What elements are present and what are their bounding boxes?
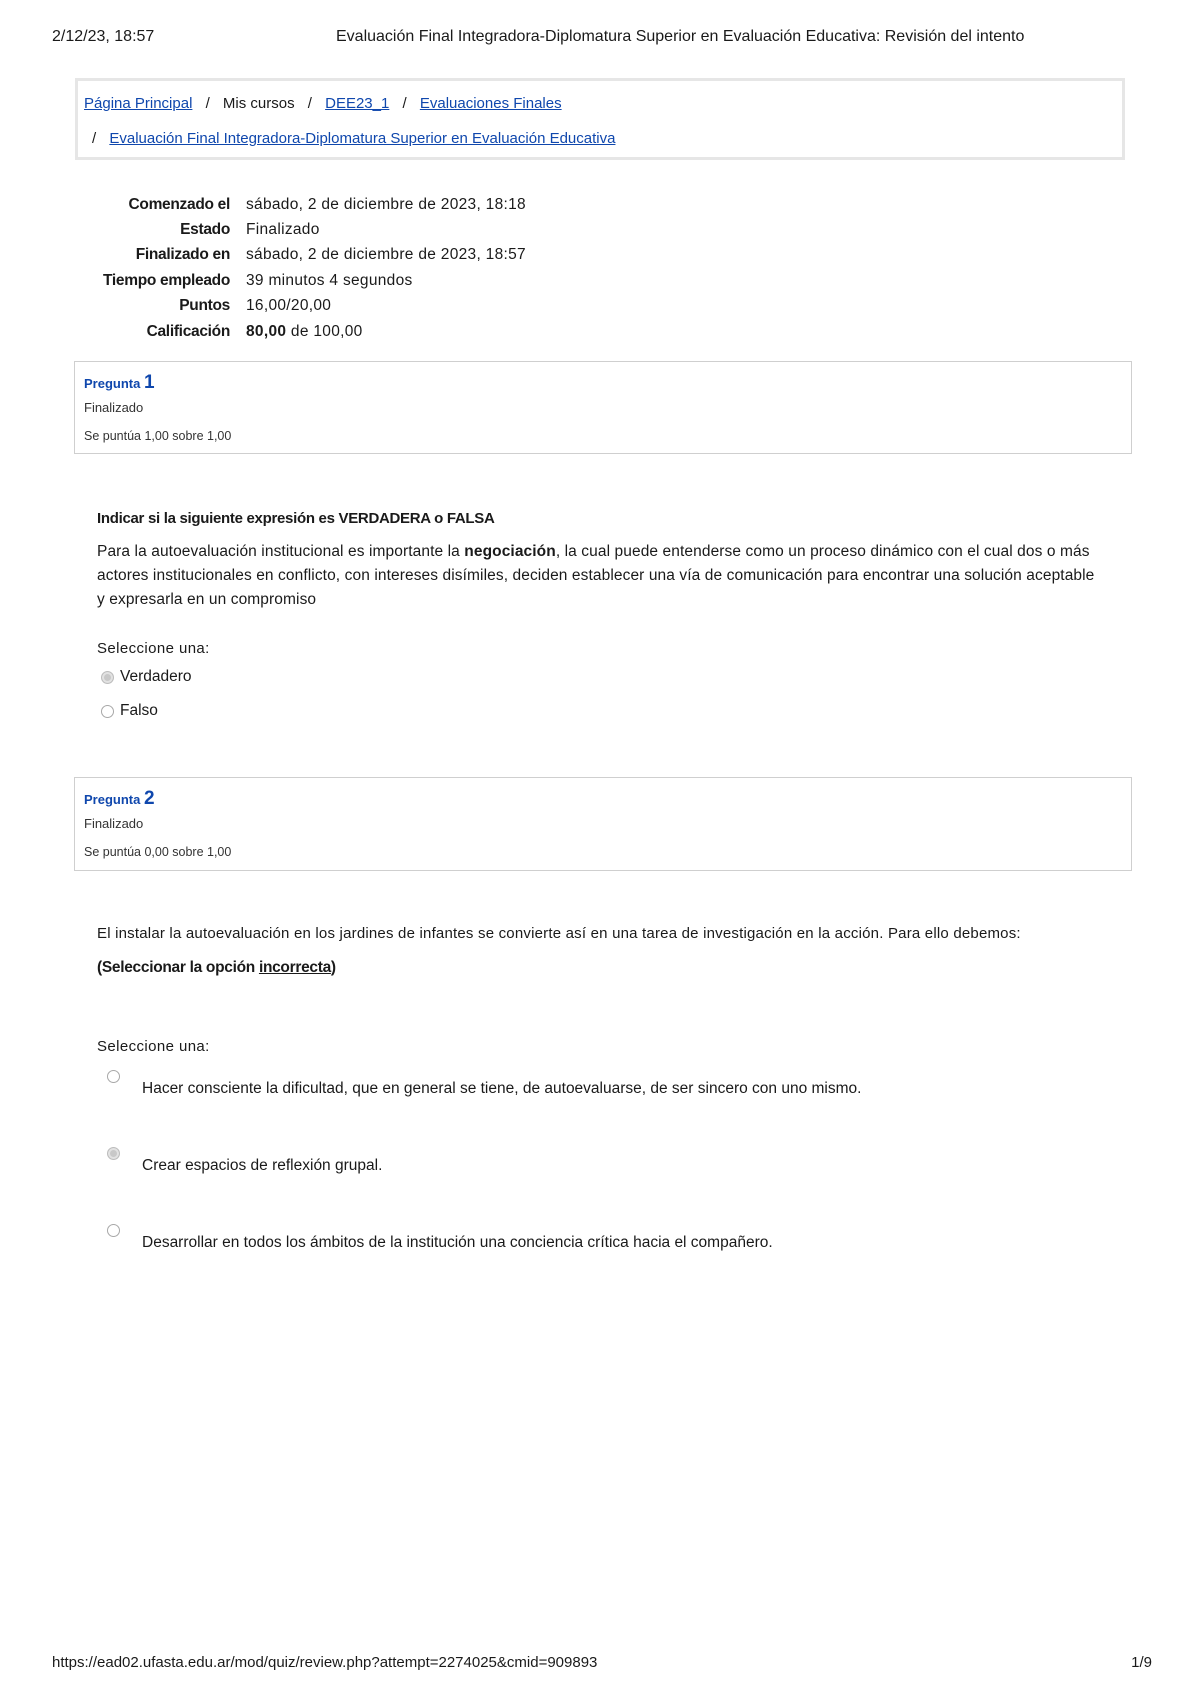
summary-value: 39 minutos 4 segundos xyxy=(246,271,413,289)
answer-option-label: Falso xyxy=(120,702,158,719)
breadcrumb xyxy=(75,78,1125,160)
summary-label: Estado xyxy=(180,221,230,239)
question-grade: Se puntúa 1,00 sobre 1,00 xyxy=(84,429,232,443)
breadcrumb-course-link[interactable]: DEE23_1 xyxy=(325,95,390,112)
radio-button[interactable] xyxy=(107,1224,120,1237)
answer-option-2[interactable] xyxy=(107,1147,382,1175)
summary-label: Finalizado en xyxy=(135,246,230,264)
print-url: https://ead02.ufasta.edu.ar/mod/quiz/review.php?attempt=2274025&cmid=909893 xyxy=(52,1654,598,1671)
breadcrumb-quiz-link[interactable]: Evaluación Final Integradora-Diplomatura Superior en Evaluación Educativa xyxy=(109,130,616,147)
print-title: Evaluación Final Integradora-Diplomatura Superior en Evaluación Educativa: Revisión del intento xyxy=(336,28,1025,45)
question-number: 1 xyxy=(143,372,155,393)
summary-value xyxy=(246,319,526,344)
question-instruction xyxy=(97,956,1097,980)
summary-label: Puntos xyxy=(179,297,230,315)
summary-value: Finalizado xyxy=(246,221,320,239)
question-text xyxy=(97,540,1097,612)
radio-button[interactable] xyxy=(107,1147,120,1160)
answer-option-label: Verdadero xyxy=(120,668,192,685)
summary-value: 16,00/20,00 xyxy=(246,297,332,315)
summary-row-points xyxy=(60,294,526,319)
breadcrumb-separator: / xyxy=(92,130,97,147)
answer-option-true[interactable] xyxy=(101,668,192,686)
question-text-after: , la cual puede entenderse como un proceso dinámico con el cual dos o más actores institucionales en conflicto, con intereses disímiles, deciden establecer una vía de comunicación para encontrar una solución aceptable y expresarla en un compromiso xyxy=(97,543,1095,608)
question-title xyxy=(84,372,155,394)
question-heading: Indicar si la siguiente expresión es VERDADERA o FALSA xyxy=(97,510,495,527)
answer-option-label: Hacer consciente la dificultad, que en general se tiene, de autoevaluarse, de ser sincero con uno mismo. xyxy=(142,1080,862,1097)
answer-option-3[interactable] xyxy=(107,1224,773,1252)
question-state: Finalizado xyxy=(84,816,144,831)
question-number: 2 xyxy=(143,788,155,809)
question-info-2 xyxy=(74,777,1132,871)
breadcrumb-my-courses: Mis cursos xyxy=(222,95,295,112)
print-page-number: 1/9 xyxy=(1131,1654,1152,1671)
summary-label: Calificación xyxy=(146,322,230,340)
question-title-word: Pregunta xyxy=(84,792,141,807)
summary-label: Tiempo empleado xyxy=(103,271,230,289)
radio-button[interactable] xyxy=(101,705,114,718)
question-text-before: Para la autoevaluación institucional es importante la xyxy=(97,543,465,560)
question-title-word: Pregunta xyxy=(84,376,141,391)
breadcrumb-section-link[interactable]: Evaluaciones Finales xyxy=(419,95,562,112)
answer-option-label: Crear espacios de reflexión grupal. xyxy=(142,1157,383,1174)
instruction-before: (Seleccionar la opción xyxy=(97,959,259,976)
answer-prompt: Seleccione una: xyxy=(97,640,210,657)
instruction-after: ) xyxy=(330,959,336,976)
answer-option-label: Desarrollar en todos los ámbitos de la institución una conciencia crítica hacia el compañero. xyxy=(142,1234,773,1251)
summary-row-time xyxy=(60,268,526,293)
summary-row-state xyxy=(60,217,526,242)
print-date: 2/12/23, 18:57 xyxy=(52,28,155,45)
instruction-underlined: incorrecta xyxy=(258,959,331,976)
question-grade: Se puntúa 0,00 sobre 1,00 xyxy=(84,845,232,859)
question-text-bold: negociación xyxy=(464,543,556,560)
breadcrumb-separator: / xyxy=(205,95,210,112)
breadcrumb-separator: / xyxy=(402,95,407,112)
summary-row-started xyxy=(60,192,526,217)
grade-score: 80,00 xyxy=(246,322,287,340)
summary-row-finished xyxy=(60,243,526,268)
answer-option-false[interactable] xyxy=(101,702,158,720)
attempt-summary xyxy=(60,192,526,344)
breadcrumb-home-link[interactable]: Página Principal xyxy=(84,95,193,112)
summary-label: Comenzado el xyxy=(128,195,230,213)
answer-option-1[interactable] xyxy=(107,1070,861,1098)
radio-button[interactable] xyxy=(101,671,114,684)
summary-value: sábado, 2 de diciembre de 2023, 18:57 xyxy=(246,246,526,264)
summary-row-grade xyxy=(60,319,526,344)
grade-suffix: de 100,00 xyxy=(290,322,363,340)
question-text: El instalar la autoevaluación en los jardines de infantes se convierte así en una tarea de investigación en la acción. Para ello debemos: xyxy=(97,925,1021,942)
question-title xyxy=(84,788,155,810)
question-info-1 xyxy=(74,361,1132,454)
answer-prompt: Seleccione una: xyxy=(97,1038,210,1055)
summary-value: sábado, 2 de diciembre de 2023, 18:18 xyxy=(246,195,526,213)
question-state: Finalizado xyxy=(84,400,144,415)
radio-button[interactable] xyxy=(107,1070,120,1083)
breadcrumb-separator: / xyxy=(307,95,312,112)
